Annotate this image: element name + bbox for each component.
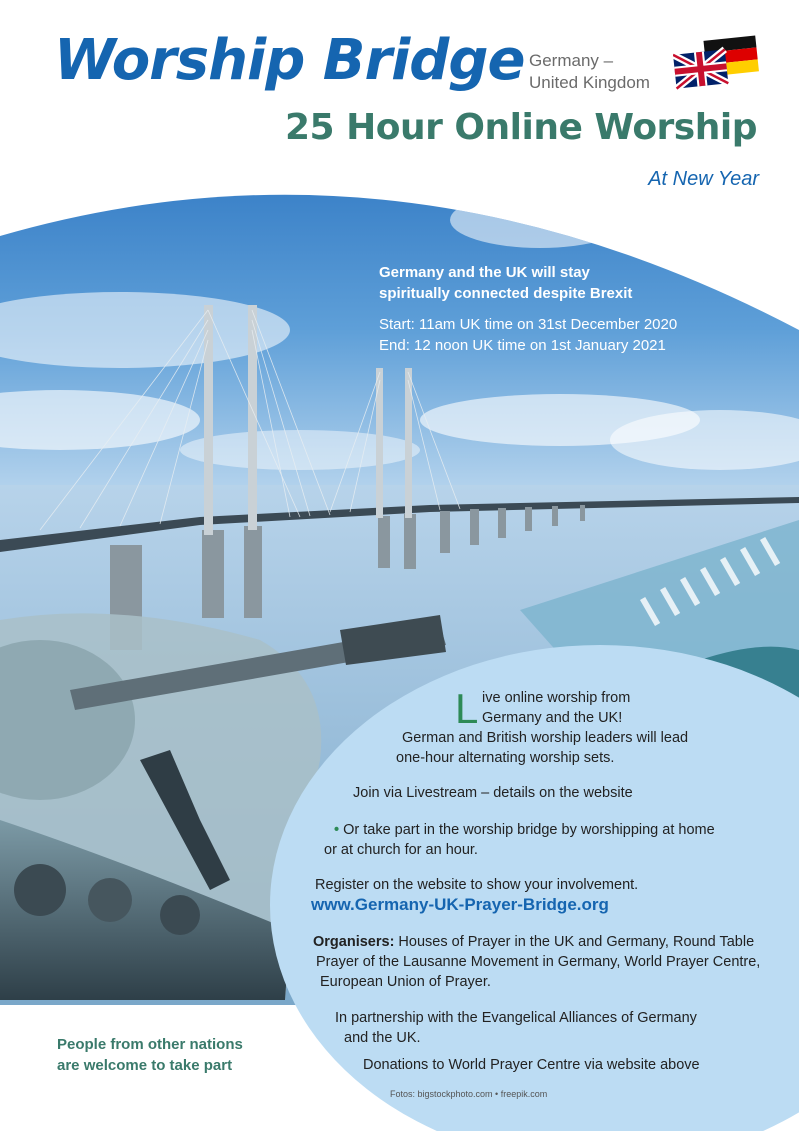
intro-paragraph-start — [482, 688, 722, 728]
organisers-line-3: European Union of Prayer. — [320, 974, 491, 990]
register-text: Register on the website to show your involvement. — [315, 877, 639, 893]
info-line-2: Germany and the UK! — [482, 710, 623, 726]
nations-line-2: are welcome to take part — [57, 1057, 233, 1074]
bullet-line-1: Or take part in the worship bridge by worshipping at home — [343, 822, 715, 838]
country-line-1: Germany – — [529, 51, 614, 70]
intro-tagline-line-1: Germany and the UK will stay — [379, 264, 590, 281]
dropcap-letter: L — [455, 685, 479, 732]
organisers-line-1: Houses of Prayer in the UK and Germany, Round Table — [394, 934, 755, 950]
bullet-icon: • — [334, 822, 340, 838]
partnership-line-1: In partnership with the Evangelical Alliances of Germany — [335, 1010, 697, 1026]
nations-line-1: People from other nations — [57, 1036, 243, 1053]
donations-text: Donations to World Prayer Centre via website above — [363, 1057, 700, 1073]
event-times — [379, 314, 719, 356]
country-line-2: United Kingdom — [529, 73, 650, 92]
organisers-label: Organisers: — [313, 934, 395, 950]
info-line-1: ive online worship from — [482, 690, 631, 706]
livestream-text: Join via Livestream – details on the website — [353, 785, 633, 801]
flags-icon — [673, 34, 759, 96]
nations-welcome-note — [57, 1034, 277, 1076]
organisers-line-2: Prayer of the Lausanne Movement in Germany, World Prayer Centre, — [316, 954, 761, 970]
info-line-4: one-hour alternating worship sets. — [396, 750, 615, 766]
intro-tagline — [379, 262, 699, 304]
partnership-line-2: and the UK. — [344, 1030, 421, 1046]
photo-credits: Fotos: bigstockphoto.com • freepik.com — [390, 1089, 548, 1099]
event-headline: 25 Hour Online Worship — [285, 107, 757, 148]
intro-tagline-line-2: spiritually connected despite Brexit — [379, 285, 633, 302]
info-line-3: German and British worship leaders will lead — [402, 730, 689, 746]
country-label — [529, 50, 650, 94]
bullet-paragraph — [324, 820, 754, 860]
end-time: End: 12 noon UK time on 1st January 2021 — [379, 337, 666, 354]
website-link[interactable]: www.Germany-UK-Prayer-Bridge.org — [311, 895, 609, 914]
start-time: Start: 11am UK time on 31st December 2020 — [379, 316, 678, 333]
brand-title: Worship Bridge — [54, 28, 525, 93]
organisers-paragraph — [313, 932, 773, 992]
intro-paragraph-end — [396, 728, 722, 768]
event-subheading: At New Year — [648, 168, 759, 190]
partnership-paragraph — [335, 1008, 735, 1048]
bullet-line-2: or at church for an hour. — [324, 842, 478, 858]
